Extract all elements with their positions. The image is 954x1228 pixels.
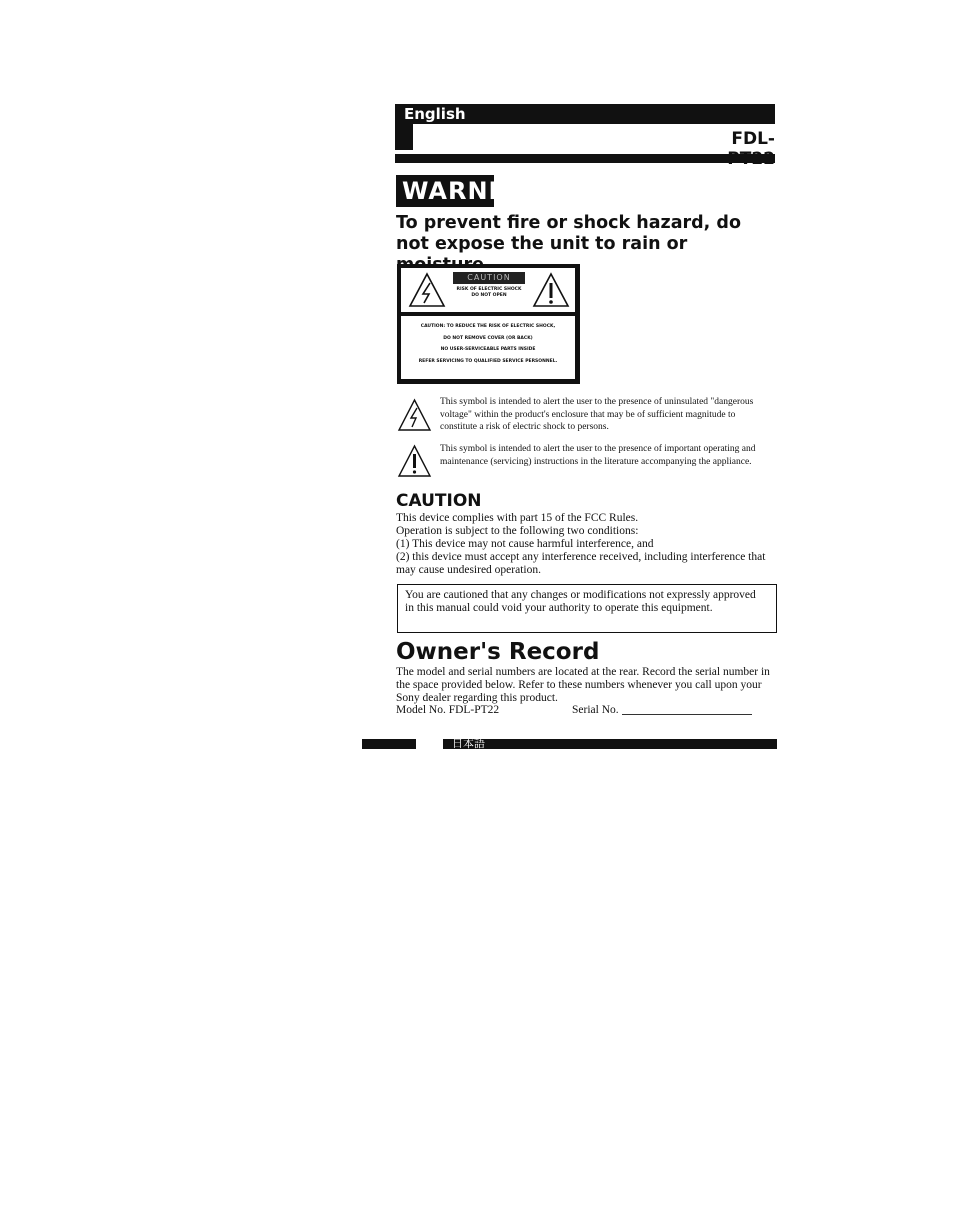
header-block [395,124,413,150]
lightning-warning-icon [408,272,446,308]
header-rule [395,154,775,163]
risk-line-2: DO NOT OPEN [471,293,507,298]
caution-line-3: (1) This device may not cause harmful interference, and [396,538,654,550]
risk-text [453,287,525,299]
caution-line-4: (2) this device must accept any interference received, including interference that may cause undesired operation. [396,551,766,576]
japanese-tab-label: 日本語 [452,737,485,750]
label-line-1: CAUTION: TO REDUCE THE RISK OF ELECTRIC SHOCK, [420,324,556,329]
label-line-2: DO NOT REMOVE COVER (OR BACK) [443,336,533,341]
warning-title: WARNING [402,177,541,205]
lightning-warning-icon [397,398,432,432]
exclamation-warning-icon [397,444,432,478]
model-title: FDL- [731,129,775,149]
caution-body [396,512,776,577]
owners-record-title: Owner's Record [396,639,600,665]
caution-banner-text: CAUTION [467,273,511,282]
voltage-symbol-text: This symbol is intended to alert the user to the presence of uninsulated "dangerous voltage" within the product's enclosure that may be of sufficient magnitude to constitute a risk of electric shock to persons. [440,397,754,432]
risk-line-1: RISK OF ELECTRIC SHOCK [456,287,522,292]
footer-bar-right [443,739,777,749]
caution-title: CAUTION [396,491,482,511]
serial-number-field: Serial No. [572,704,619,716]
language-tab-label: English [404,105,466,123]
serial-write-line [622,714,752,715]
notice-text: You are cautioned that any changes or modifications not expressly approved in this manual could void your authority to operate this equipment. [405,589,756,614]
exclamation-warning-icon [532,272,570,308]
caution-line-1: This device complies with part 15 of the FCC Rules. [396,512,639,524]
caution-line-2: Operation is subject to the following two conditions: [396,525,639,537]
label-line-3: NO USER-SERVICEABLE PARTS INSIDE [440,347,536,352]
label-line-4: REFER SERVICING TO QUALIFIED SERVICE PERSONNEL. [418,359,558,364]
footer-bar-left [362,739,416,749]
hazard-statement: To prevent fire or shock hazard, do not expose the unit to rain or [396,213,741,254]
owners-record-body: The model and serial numbers are located at the rear. Record the serial number in the space provided below. Refer to these numbers whenever you call upon your Sony dealer regarding this product. [396,666,770,704]
instruction-symbol-text: This symbol is intended to alert the user to the presence of important operating and maintenance (servicing) instructions in the literature accompanying the appliance. [440,444,756,467]
model-number-field: Model No. FDL-PT22 [396,704,500,716]
